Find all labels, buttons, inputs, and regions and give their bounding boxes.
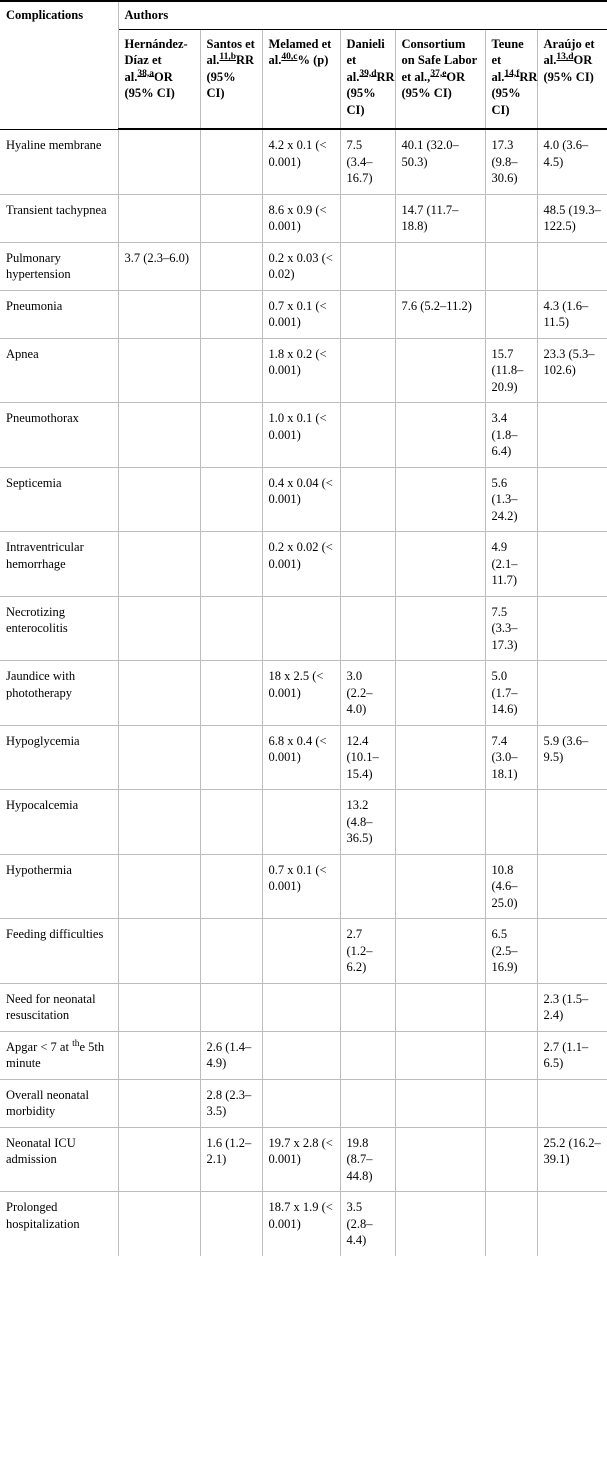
table-cell bbox=[485, 790, 537, 855]
table-cell: 25.2 (16.2–39.1) bbox=[537, 1127, 607, 1192]
table-cell bbox=[118, 129, 200, 194]
table-cell bbox=[395, 1192, 485, 1256]
citation-ref[interactable]: 39,d bbox=[359, 68, 377, 79]
table-row bbox=[0, 338, 607, 403]
table-cell bbox=[537, 919, 607, 984]
table-cell bbox=[118, 338, 200, 403]
table-cell bbox=[395, 1079, 485, 1127]
table-cell: 5.6 (1.3–24.2) bbox=[485, 467, 537, 532]
table-cell bbox=[395, 338, 485, 403]
table-cell: 6.5 (2.5–16.9) bbox=[485, 919, 537, 984]
citation-ref[interactable]: 11,b bbox=[219, 51, 236, 62]
table-cell bbox=[118, 790, 200, 855]
author-etal: et al. bbox=[346, 53, 360, 84]
table-cell bbox=[537, 403, 607, 468]
table-cell bbox=[200, 290, 262, 338]
table-cell bbox=[200, 242, 262, 290]
table-cell bbox=[485, 1192, 537, 1256]
table-cell bbox=[485, 1127, 537, 1192]
table-cell: 1.0 x 0.1 (< 0.001) bbox=[262, 403, 340, 468]
table-cell bbox=[262, 919, 340, 984]
table-cell: 2.6 (1.4–4.9) bbox=[200, 1031, 262, 1079]
table-cell: 15.7 (11.8–20.9) bbox=[485, 338, 537, 403]
table-cell bbox=[118, 725, 200, 790]
table-cell: 7.5 (3.3–17.3) bbox=[485, 596, 537, 661]
citation-ref[interactable]: 13,d bbox=[556, 51, 574, 62]
table-cell bbox=[262, 983, 340, 1031]
table-cell bbox=[395, 1031, 485, 1079]
table-row bbox=[0, 290, 607, 338]
table-cell bbox=[200, 919, 262, 984]
author-measure: OR (95% CI) bbox=[124, 69, 175, 100]
table-row bbox=[0, 919, 607, 984]
table-cell bbox=[118, 1031, 200, 1079]
author-measure: % (p) bbox=[297, 53, 329, 67]
row-label: Prolonged hospitalization bbox=[0, 1192, 118, 1256]
table-cell: 4.0 (3.6–4.5) bbox=[537, 129, 607, 194]
table-cell: 2.8 (2.3–3.5) bbox=[200, 1079, 262, 1127]
row-label: Apgar < 7 at $^{th}$e 5th minute bbox=[0, 1031, 118, 1079]
table-cell: 5.9 (3.6–9.5) bbox=[537, 725, 607, 790]
author-name: Consortium on Safe bbox=[401, 36, 466, 67]
table-cell: 0.2 x 0.03 (< 0.02) bbox=[262, 242, 340, 290]
table-row bbox=[0, 194, 607, 242]
table-cell: 19.7 x 2.8 (< 0.001) bbox=[262, 1127, 340, 1192]
table-cell bbox=[340, 242, 395, 290]
table-cell: 0.7 x 0.1 (< 0.001) bbox=[262, 854, 340, 919]
table-cell bbox=[395, 1127, 485, 1192]
table-cell bbox=[395, 854, 485, 919]
header-author-hernandez-diaz bbox=[118, 29, 200, 129]
table-row bbox=[0, 1031, 607, 1079]
table-cell: 3.4 (1.8–6.4) bbox=[485, 403, 537, 468]
table-cell: 7.5 (3.4–16.7) bbox=[340, 129, 395, 194]
header-complications: Complications bbox=[0, 1, 118, 129]
row-label: Hypoglycemia bbox=[0, 725, 118, 790]
row-label: Hyaline membrane bbox=[0, 129, 118, 194]
table-cell bbox=[395, 919, 485, 984]
table-cell: 7.4 (3.0–18.1) bbox=[485, 725, 537, 790]
row-label: Pulmonary hypertension bbox=[0, 242, 118, 290]
table-cell bbox=[200, 403, 262, 468]
table-cell bbox=[200, 1192, 262, 1256]
table-cell bbox=[395, 403, 485, 468]
table-cell: 23.3 (5.3–102.6) bbox=[537, 338, 607, 403]
table-header bbox=[0, 1, 607, 129]
table-row bbox=[0, 1192, 607, 1256]
author-measure: RR (95% CI) bbox=[346, 69, 395, 117]
table-cell bbox=[118, 1192, 200, 1256]
table-cell bbox=[537, 854, 607, 919]
table-row bbox=[0, 1127, 607, 1192]
table-cell bbox=[537, 242, 607, 290]
header-author-melamed bbox=[262, 29, 340, 129]
author-measure: OR (95% CI) bbox=[401, 69, 466, 100]
table-header-top-row bbox=[0, 1, 607, 29]
header-authors: Authors bbox=[118, 1, 607, 29]
table-cell: 2.7 (1.1–6.5) bbox=[537, 1031, 607, 1079]
row-label: Overall neonatal morbidity bbox=[0, 1079, 118, 1127]
table-cell: 4.9 (2.1–11.7) bbox=[485, 532, 537, 597]
table-cell bbox=[340, 467, 395, 532]
table-row bbox=[0, 532, 607, 597]
table-cell bbox=[200, 596, 262, 661]
table-cell: 14.7 (11.7–18.8) bbox=[395, 194, 485, 242]
table-cell bbox=[118, 532, 200, 597]
header-author-santos bbox=[200, 29, 262, 129]
author-etal: et al. bbox=[124, 53, 162, 84]
table-cell bbox=[200, 725, 262, 790]
table-cell: 48.5 (19.3–122.5) bbox=[537, 194, 607, 242]
author-name: Danieli bbox=[346, 36, 385, 51]
author-name: Melamed bbox=[268, 36, 319, 51]
citation-ref[interactable]: 14,f bbox=[504, 68, 520, 79]
citation-ref[interactable]: 37,e bbox=[430, 68, 447, 79]
table-cell: 1.8 x 0.2 (< 0.001) bbox=[262, 338, 340, 403]
table-cell: 3.0 (2.2–4.0) bbox=[340, 661, 395, 726]
table-cell bbox=[537, 790, 607, 855]
header-author-teune bbox=[485, 29, 537, 129]
table-cell: 4.2 x 0.1 (< 0.001) bbox=[262, 129, 340, 194]
author-etal: et al. bbox=[491, 53, 505, 84]
table-cell bbox=[118, 1079, 200, 1127]
table-cell bbox=[537, 596, 607, 661]
table-cell bbox=[118, 403, 200, 468]
table-body bbox=[0, 129, 607, 1256]
table-cell bbox=[262, 1079, 340, 1127]
table-cell bbox=[118, 194, 200, 242]
table-cell bbox=[340, 983, 395, 1031]
row-label: Apnea bbox=[0, 338, 118, 403]
citation-ref[interactable]: 38,a bbox=[137, 68, 154, 79]
author-etal: Labor et al., bbox=[401, 53, 477, 84]
author-name: Araújo bbox=[543, 36, 582, 51]
table-cell bbox=[200, 790, 262, 855]
table-cell: 13.2 (4.8–36.5) bbox=[340, 790, 395, 855]
author-measure: OR (95% CI) bbox=[543, 53, 594, 84]
table-cell bbox=[118, 290, 200, 338]
table-cell bbox=[118, 919, 200, 984]
author-measure: RR (95% CI) bbox=[206, 53, 255, 100]
table-cell bbox=[340, 596, 395, 661]
table-cell bbox=[537, 1192, 607, 1256]
row-label: Jaundice with phototherapy bbox=[0, 661, 118, 726]
table-row bbox=[0, 790, 607, 855]
row-label: Transient tachypnea bbox=[0, 194, 118, 242]
table-cell: 17.3 (9.8–30.6) bbox=[485, 129, 537, 194]
row-label: Pneumothorax bbox=[0, 403, 118, 468]
table-cell: 3.7 (2.3–6.0) bbox=[118, 242, 200, 290]
table-cell bbox=[340, 854, 395, 919]
table-row bbox=[0, 725, 607, 790]
table-cell: 18 x 2.5 (< 0.001) bbox=[262, 661, 340, 726]
table-cell bbox=[200, 983, 262, 1031]
table-cell bbox=[200, 854, 262, 919]
row-label: Neonatal ICU admission bbox=[0, 1127, 118, 1192]
table-cell bbox=[200, 129, 262, 194]
header-author-danieli bbox=[340, 29, 395, 129]
table-cell bbox=[200, 194, 262, 242]
table-cell: 19.8 (8.7–44.8) bbox=[340, 1127, 395, 1192]
table-cell bbox=[395, 790, 485, 855]
table-cell bbox=[118, 661, 200, 726]
table-cell bbox=[118, 854, 200, 919]
table-row bbox=[0, 242, 607, 290]
table-row bbox=[0, 854, 607, 919]
table-cell: 0.4 x 0.04 (< 0.001) bbox=[262, 467, 340, 532]
table-cell bbox=[395, 983, 485, 1031]
table-cell: 2.7 (1.2–6.2) bbox=[340, 919, 395, 984]
header-author-consortium-safe-labor bbox=[395, 29, 485, 129]
citation-ref[interactable]: 40,c bbox=[281, 51, 298, 62]
table-cell: 0.7 x 0.1 (< 0.001) bbox=[262, 290, 340, 338]
table-cell bbox=[395, 596, 485, 661]
author-etal: et al. bbox=[206, 36, 255, 67]
table-cell bbox=[537, 661, 607, 726]
table-cell bbox=[485, 290, 537, 338]
table-row bbox=[0, 983, 607, 1031]
table-cell bbox=[395, 725, 485, 790]
table-cell: 10.8 (4.6–25.0) bbox=[485, 854, 537, 919]
table-row bbox=[0, 661, 607, 726]
table-cell bbox=[200, 532, 262, 597]
table-cell bbox=[537, 467, 607, 532]
author-measure: RR (95% CI) bbox=[491, 69, 538, 117]
table-cell bbox=[118, 467, 200, 532]
table-cell bbox=[118, 596, 200, 661]
table-cell bbox=[485, 1079, 537, 1127]
table-cell: 7.6 (5.2–11.2) bbox=[395, 290, 485, 338]
table-cell bbox=[118, 983, 200, 1031]
table-cell bbox=[340, 290, 395, 338]
row-label: Intraventricular hemorrhage bbox=[0, 532, 118, 597]
table-cell: 5.0 (1.7–14.6) bbox=[485, 661, 537, 726]
ordinal-suffix: th bbox=[72, 1038, 80, 1049]
table-cell: 6.8 x 0.4 (< 0.001) bbox=[262, 725, 340, 790]
row-label: Septicemia bbox=[0, 467, 118, 532]
header-author-araujo bbox=[537, 29, 607, 129]
table-row bbox=[0, 403, 607, 468]
row-label: Hypocalcemia bbox=[0, 790, 118, 855]
table-cell bbox=[340, 1079, 395, 1127]
table-cell bbox=[118, 1127, 200, 1192]
row-label: Necrotizing enterocolitis bbox=[0, 596, 118, 661]
table-row bbox=[0, 1079, 607, 1127]
author-etal: et al. bbox=[543, 36, 595, 67]
table-cell bbox=[200, 338, 262, 403]
table-cell bbox=[340, 532, 395, 597]
table-cell bbox=[340, 194, 395, 242]
table-cell: 8.6 x 0.9 (< 0.001) bbox=[262, 194, 340, 242]
table-cell bbox=[395, 242, 485, 290]
table-cell bbox=[340, 403, 395, 468]
table-row bbox=[0, 596, 607, 661]
row-label: Hypothermia bbox=[0, 854, 118, 919]
table-cell bbox=[395, 467, 485, 532]
table-cell: 0.2 x 0.02 (< 0.001) bbox=[262, 532, 340, 597]
table-cell: 18.7 x 1.9 (< 0.001) bbox=[262, 1192, 340, 1256]
table-cell bbox=[537, 532, 607, 597]
author-name: Santos bbox=[206, 36, 242, 51]
author-name: Hernández-Díaz bbox=[124, 36, 188, 67]
table-cell bbox=[537, 1079, 607, 1127]
table-cell: 1.6 (1.2–2.1) bbox=[200, 1127, 262, 1192]
row-label: Pneumonia bbox=[0, 290, 118, 338]
table-cell: 4.3 (1.6–11.5) bbox=[537, 290, 607, 338]
table-cell bbox=[200, 661, 262, 726]
author-name: Teune bbox=[491, 36, 524, 51]
table-cell: 40.1 (32.0–50.3) bbox=[395, 129, 485, 194]
table-cell bbox=[340, 1031, 395, 1079]
table-cell: 2.3 (1.5–2.4) bbox=[537, 983, 607, 1031]
table-cell bbox=[485, 1031, 537, 1079]
table-cell bbox=[395, 661, 485, 726]
table-cell bbox=[262, 1031, 340, 1079]
row-label: Feeding difficulties bbox=[0, 919, 118, 984]
table-cell bbox=[200, 467, 262, 532]
table-cell: 3.5 (2.8–4.4) bbox=[340, 1192, 395, 1256]
table-row bbox=[0, 129, 607, 194]
table-cell bbox=[262, 790, 340, 855]
row-label: Need for neonatal resuscitation bbox=[0, 983, 118, 1031]
table-cell bbox=[485, 242, 537, 290]
table-cell bbox=[485, 194, 537, 242]
table-row bbox=[0, 467, 607, 532]
author-etal: et al. bbox=[268, 36, 332, 67]
table-cell bbox=[395, 532, 485, 597]
table-cell bbox=[485, 983, 537, 1031]
table-cell bbox=[262, 596, 340, 661]
table-cell bbox=[340, 338, 395, 403]
table-cell: 12.4 (10.1–15.4) bbox=[340, 725, 395, 790]
